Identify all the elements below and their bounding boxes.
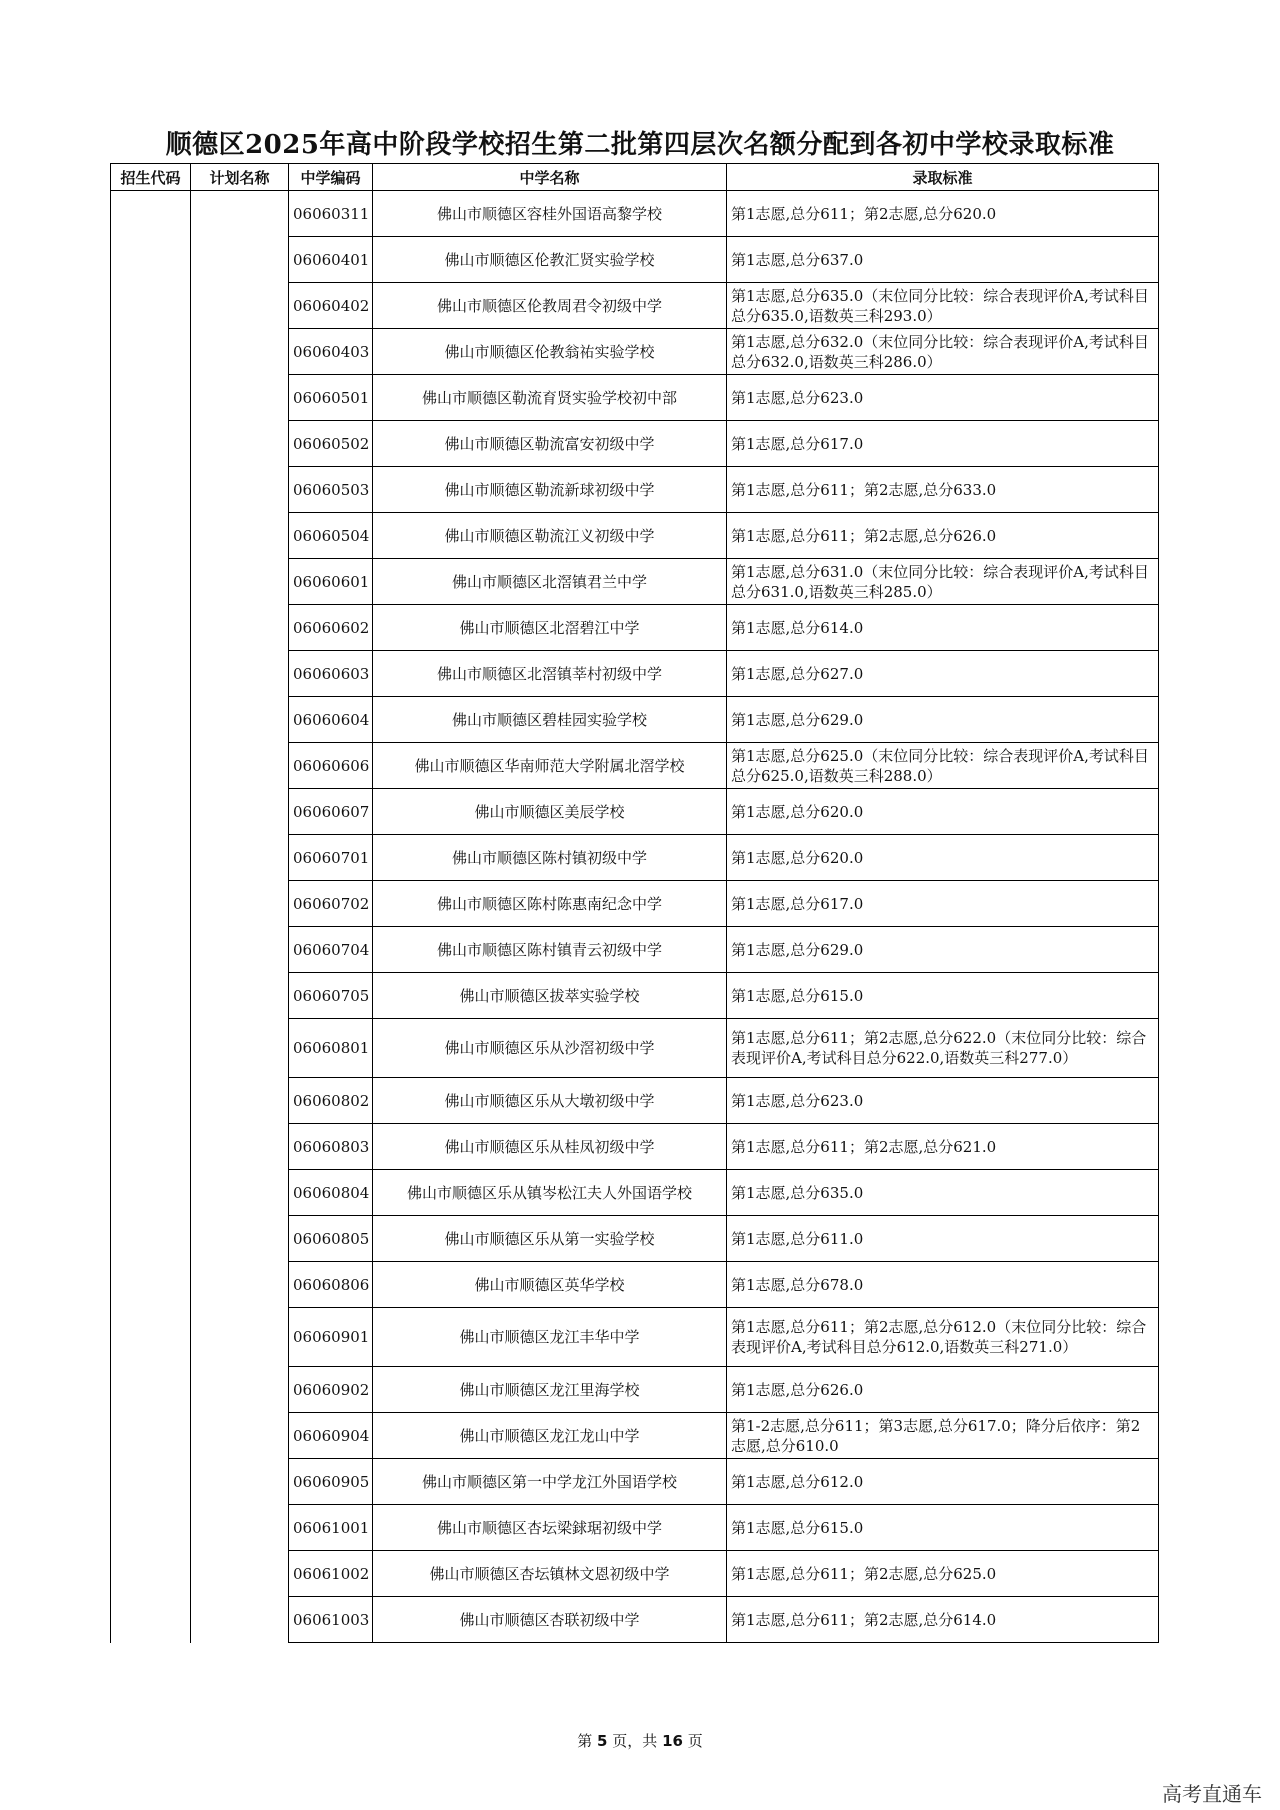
school-code-cell: 06060705 — [289, 973, 373, 1019]
school-code-cell: 06060805 — [289, 1216, 373, 1262]
admission-standard-cell: 第1志愿,总分620.0 — [727, 835, 1159, 881]
school-name-cell: 佛山市顺德区华南师范大学附属北滘学校 — [373, 743, 727, 789]
school-code-cell: 06061001 — [289, 1505, 373, 1551]
watermark: 高考直通车 — [1162, 1782, 1262, 1806]
table-body — [111, 191, 1159, 1643]
school-code-cell: 06060603 — [289, 651, 373, 697]
school-code-cell: 06060311 — [289, 191, 373, 237]
school-code-cell: 06060802 — [289, 1078, 373, 1124]
header-school-code: 中学编码 — [289, 164, 373, 191]
admission-standard-cell: 第1-2志愿,总分611；第3志愿,总分617.0；降分后依序：第2志愿,总分610.0 — [727, 1413, 1159, 1459]
admission-standard-cell: 第1志愿,总分617.0 — [727, 421, 1159, 467]
page-footer — [0, 1730, 1280, 1751]
school-name-cell: 佛山市顺德区伦教周君令初级中学 — [373, 283, 727, 329]
school-code-cell: 06060601 — [289, 559, 373, 605]
admission-table — [110, 163, 1159, 1643]
enrollment-code-cell — [111, 191, 191, 1643]
school-code-cell: 06060504 — [289, 513, 373, 559]
footer-page-number: 5 — [597, 1732, 608, 1750]
admission-standard-cell: 第1志愿,总分611；第2志愿,总分614.0 — [727, 1597, 1159, 1643]
school-name-cell: 佛山市顺德区陈村陈惠南纪念中学 — [373, 881, 727, 927]
school-name-cell: 佛山市顺德区龙江丰华中学 — [373, 1308, 727, 1367]
school-code-cell: 06060501 — [289, 375, 373, 421]
school-name-cell: 佛山市顺德区陈村镇青云初级中学 — [373, 927, 727, 973]
admission-standard-cell: 第1志愿,总分627.0 — [727, 651, 1159, 697]
school-code-cell: 06060704 — [289, 927, 373, 973]
school-name-cell: 佛山市顺德区拔萃实验学校 — [373, 973, 727, 1019]
admission-standard-cell: 第1志愿,总分635.0（末位同分比较：综合表现评价A,考试科目总分635.0,语数英三科293.0） — [727, 283, 1159, 329]
school-code-cell: 06060901 — [289, 1308, 373, 1367]
school-code-cell: 06060604 — [289, 697, 373, 743]
admission-standard-cell: 第1志愿,总分623.0 — [727, 375, 1159, 421]
school-code-cell: 06060702 — [289, 881, 373, 927]
school-code-cell: 06060904 — [289, 1413, 373, 1459]
footer-total-pages: 16 — [662, 1732, 683, 1750]
admission-standard-cell: 第1志愿,总分631.0（末位同分比较：综合表现评价A,考试科目总分631.0,语数英三科285.0） — [727, 559, 1159, 605]
school-name-cell: 佛山市顺德区北滘镇君兰中学 — [373, 559, 727, 605]
school-name-cell: 佛山市顺德区乐从大墩初级中学 — [373, 1078, 727, 1124]
admission-standard-cell: 第1志愿,总分611；第2志愿,总分626.0 — [727, 513, 1159, 559]
school-name-cell: 佛山市顺德区勒流新球初级中学 — [373, 467, 727, 513]
school-name-cell: 佛山市顺德区乐从第一实验学校 — [373, 1216, 727, 1262]
school-code-cell: 06060606 — [289, 743, 373, 789]
school-name-cell: 佛山市顺德区勒流育贤实验学校初中部 — [373, 375, 727, 421]
school-name-cell: 佛山市顺德区碧桂园实验学校 — [373, 697, 727, 743]
admission-standard-cell: 第1志愿,总分611；第2志愿,总分633.0 — [727, 467, 1159, 513]
school-code-cell: 06060403 — [289, 329, 373, 375]
school-name-cell: 佛山市顺德区英华学校 — [373, 1262, 727, 1308]
admission-standard-cell: 第1志愿,总分632.0（末位同分比较：综合表现评价A,考试科目总分632.0,语数英三科286.0） — [727, 329, 1159, 375]
header-plan-name: 计划名称 — [191, 164, 289, 191]
admission-standard-cell: 第1志愿,总分612.0 — [727, 1459, 1159, 1505]
admission-standard-cell: 第1志愿,总分678.0 — [727, 1262, 1159, 1308]
school-code-cell: 06060806 — [289, 1262, 373, 1308]
school-code-cell: 06060701 — [289, 835, 373, 881]
school-code-cell: 06060801 — [289, 1019, 373, 1078]
admission-standard-cell: 第1志愿,总分626.0 — [727, 1367, 1159, 1413]
school-name-cell: 佛山市顺德区北滘碧江中学 — [373, 605, 727, 651]
school-name-cell: 佛山市顺德区龙江里海学校 — [373, 1367, 727, 1413]
admission-standard-cell: 第1志愿,总分637.0 — [727, 237, 1159, 283]
page-title: 顺德区2025年高中阶段学校招生第二批第四层次名额分配到各初中学校录取标准 — [165, 130, 1115, 160]
school-name-cell: 佛山市顺德区第一中学龙江外国语学校 — [373, 1459, 727, 1505]
school-name-cell: 佛山市顺德区乐从镇岑松江夫人外国语学校 — [373, 1170, 727, 1216]
footer-middle: 页，共 — [612, 1732, 658, 1750]
admission-standard-cell: 第1志愿,总分623.0 — [727, 1078, 1159, 1124]
admission-standard-cell: 第1志愿,总分629.0 — [727, 697, 1159, 743]
school-code-cell: 06061002 — [289, 1551, 373, 1597]
school-name-cell: 佛山市顺德区乐从沙滘初级中学 — [373, 1019, 727, 1078]
admission-standard-cell: 第1志愿,总分611；第2志愿,总分621.0 — [727, 1124, 1159, 1170]
table-row — [111, 191, 1159, 237]
school-code-cell: 06060804 — [289, 1170, 373, 1216]
school-name-cell: 佛山市顺德区勒流江义初级中学 — [373, 513, 727, 559]
admission-standard-cell: 第1志愿,总分625.0（末位同分比较：综合表现评价A,考试科目总分625.0,语数英三科288.0） — [727, 743, 1159, 789]
school-code-cell: 06060401 — [289, 237, 373, 283]
school-name-cell: 佛山市顺德区杏联初级中学 — [373, 1597, 727, 1643]
school-name-cell: 佛山市顺德区容桂外国语高黎学校 — [373, 191, 727, 237]
admission-standard-cell: 第1志愿,总分611；第2志愿,总分625.0 — [727, 1551, 1159, 1597]
admission-standard-cell: 第1志愿,总分611；第2志愿,总分622.0（末位同分比较：综合表现评价A,考试科目总分622.0,语数英三科277.0） — [727, 1019, 1159, 1078]
plan-name-cell — [191, 191, 289, 1643]
admission-standard-cell: 第1志愿,总分611；第2志愿,总分612.0（末位同分比较：综合表现评价A,考试科目总分612.0,语数英三科271.0） — [727, 1308, 1159, 1367]
school-code-cell: 06060905 — [289, 1459, 373, 1505]
school-code-cell: 06060502 — [289, 421, 373, 467]
school-name-cell: 佛山市顺德区陈村镇初级中学 — [373, 835, 727, 881]
school-code-cell: 06060902 — [289, 1367, 373, 1413]
school-code-cell: 06060607 — [289, 789, 373, 835]
school-name-cell: 佛山市顺德区勒流富安初级中学 — [373, 421, 727, 467]
school-name-cell: 佛山市顺德区北滘镇莘村初级中学 — [373, 651, 727, 697]
header-admission-standard: 录取标准 — [727, 164, 1159, 191]
admission-standard-cell: 第1志愿,总分615.0 — [727, 973, 1159, 1019]
school-code-cell: 06060503 — [289, 467, 373, 513]
school-code-cell: 06060402 — [289, 283, 373, 329]
footer-suffix: 页 — [687, 1732, 703, 1750]
school-name-cell: 佛山市顺德区杏坛镇林文恩初级中学 — [373, 1551, 727, 1597]
school-name-cell: 佛山市顺德区伦教汇贤实验学校 — [373, 237, 727, 283]
school-code-cell: 06060803 — [289, 1124, 373, 1170]
header-enrollment-code: 招生代码 — [111, 164, 191, 191]
school-name-cell: 佛山市顺德区美辰学校 — [373, 789, 727, 835]
admission-standard-cell: 第1志愿,总分629.0 — [727, 927, 1159, 973]
header-school-name: 中学名称 — [373, 164, 727, 191]
admission-standard-cell: 第1志愿,总分615.0 — [727, 1505, 1159, 1551]
school-code-cell: 06061003 — [289, 1597, 373, 1643]
table-header-row — [111, 164, 1159, 191]
admission-standard-cell: 第1志愿,总分611；第2志愿,总分620.0 — [727, 191, 1159, 237]
admission-standard-cell: 第1志愿,总分611.0 — [727, 1216, 1159, 1262]
admission-standard-cell: 第1志愿,总分617.0 — [727, 881, 1159, 927]
school-name-cell: 佛山市顺德区龙江龙山中学 — [373, 1413, 727, 1459]
admission-standard-cell: 第1志愿,总分635.0 — [727, 1170, 1159, 1216]
school-name-cell: 佛山市顺德区乐从桂凤初级中学 — [373, 1124, 727, 1170]
footer-prefix: 第 — [577, 1732, 593, 1750]
admission-standard-cell: 第1志愿,总分620.0 — [727, 789, 1159, 835]
school-name-cell: 佛山市顺德区杏坛梁銶琚初级中学 — [373, 1505, 727, 1551]
school-code-cell: 06060602 — [289, 605, 373, 651]
admission-standard-cell: 第1志愿,总分614.0 — [727, 605, 1159, 651]
school-name-cell: 佛山市顺德区伦教翁祐实验学校 — [373, 329, 727, 375]
